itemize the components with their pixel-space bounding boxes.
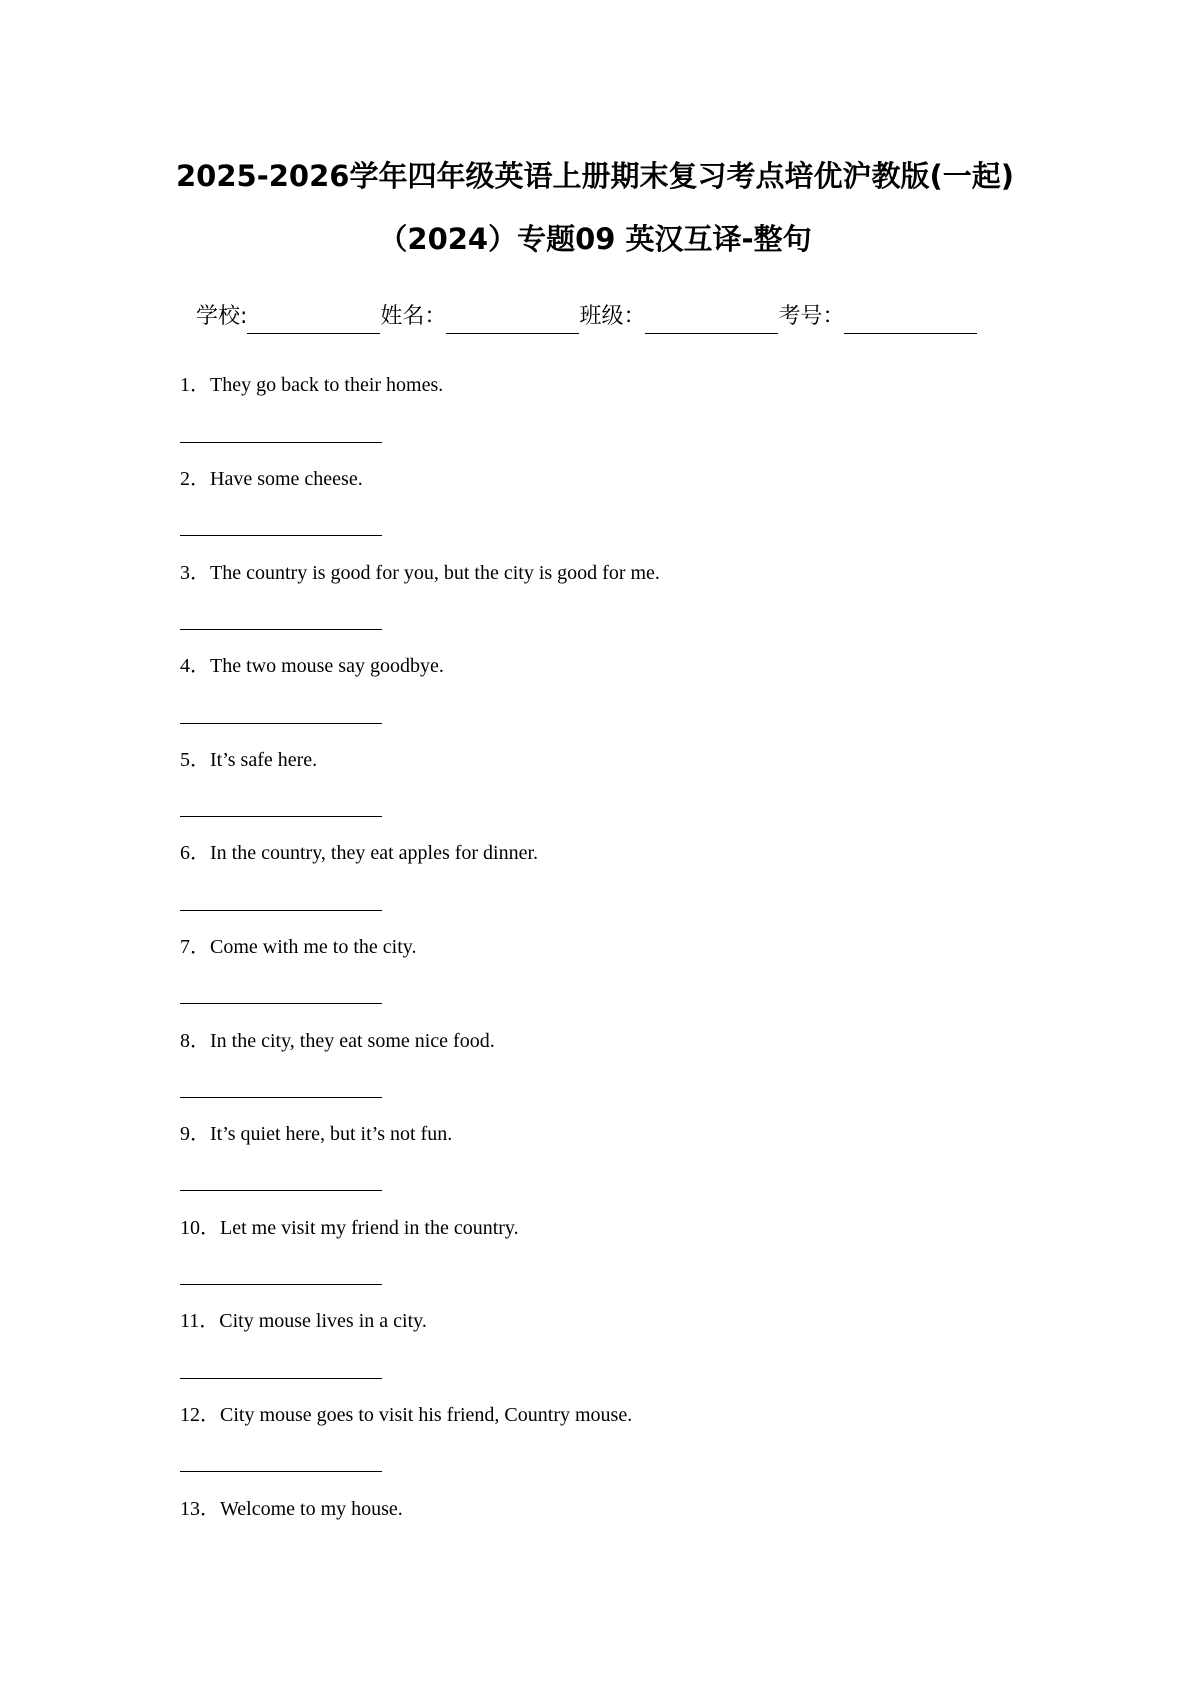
question-9 [180,1121,1080,1147]
answer-line-11[interactable] [180,1378,382,1379]
question-number: 11． [180,1310,220,1332]
question-7 [180,934,1080,960]
answer-line-6[interactable] [180,910,382,911]
answer-line-7[interactable] [180,1003,382,1004]
question-11 [180,1308,1080,1334]
document-title-line-1: 2025-2026学年四年级英语上册期末复习考点培优沪教版(一起) [176,159,1014,193]
question-text: The two mouse say goodbye. [210,655,444,677]
question-number: 6． [180,842,210,864]
question-number: 9． [180,1123,210,1145]
question-number: 3． [180,562,210,584]
question-number: 1． [180,374,210,396]
answer-line-9[interactable] [180,1190,382,1191]
question-text: Come with me to the city. [210,936,417,958]
class-field[interactable] [645,307,778,334]
question-text: City mouse goes to visit his friend, Country mouse. [220,1404,633,1426]
answer-line-4[interactable] [180,723,382,724]
question-8 [180,1028,1080,1054]
question-number: 13． [180,1498,220,1520]
question-13 [180,1496,1080,1522]
question-text: It’s quiet here, but it’s not fun. [210,1123,453,1145]
question-number: 4． [180,655,210,677]
exam-number-field[interactable] [844,307,977,334]
question-text: In the city, they eat some nice food. [210,1030,495,1052]
question-number: 12． [180,1404,220,1426]
question-3 [180,560,1080,586]
answer-line-10[interactable] [180,1284,382,1285]
document-title-line-2: （2024）专题09 英汉互译-整句 [378,222,812,256]
question-4 [180,653,1080,679]
question-6 [180,840,1080,866]
question-text: Welcome to my house. [220,1498,403,1520]
answer-line-1[interactable] [180,442,382,443]
question-12 [180,1402,1080,1428]
answer-line-8[interactable] [180,1097,382,1098]
question-text: Let me visit my friend in the country. [220,1217,519,1239]
question-number: 10． [180,1217,220,1239]
question-text: City mouse lives in a city. [219,1310,427,1332]
question-text: In the country, they eat apples for dinner. [210,842,539,864]
question-number: 5． [180,749,210,771]
question-number: 7． [180,936,210,958]
school-label: 学校: [196,304,248,329]
student-info-row [196,300,977,334]
school-field[interactable] [247,307,380,334]
question-10 [180,1215,1080,1241]
question-number: 2． [180,468,210,490]
question-1 [180,372,1080,398]
exam-number-label: 考号： [778,304,845,329]
question-number: 8． [180,1030,210,1052]
question-5 [180,747,1080,773]
answer-line-3[interactable] [180,629,382,630]
answer-line-12[interactable] [180,1471,382,1472]
question-text: The country is good for you, but the city is good for me. [210,562,660,584]
answer-line-2[interactable] [180,535,382,536]
answer-line-5[interactable] [180,816,382,817]
name-field[interactable] [446,307,579,334]
question-text: Have some cheese. [210,468,363,490]
question-text: They go back to their homes. [210,374,444,396]
question-2 [180,466,1080,492]
question-text: It’s safe here. [210,749,318,771]
class-label: 班级： [579,304,646,329]
name-label: 姓名： [380,304,447,329]
